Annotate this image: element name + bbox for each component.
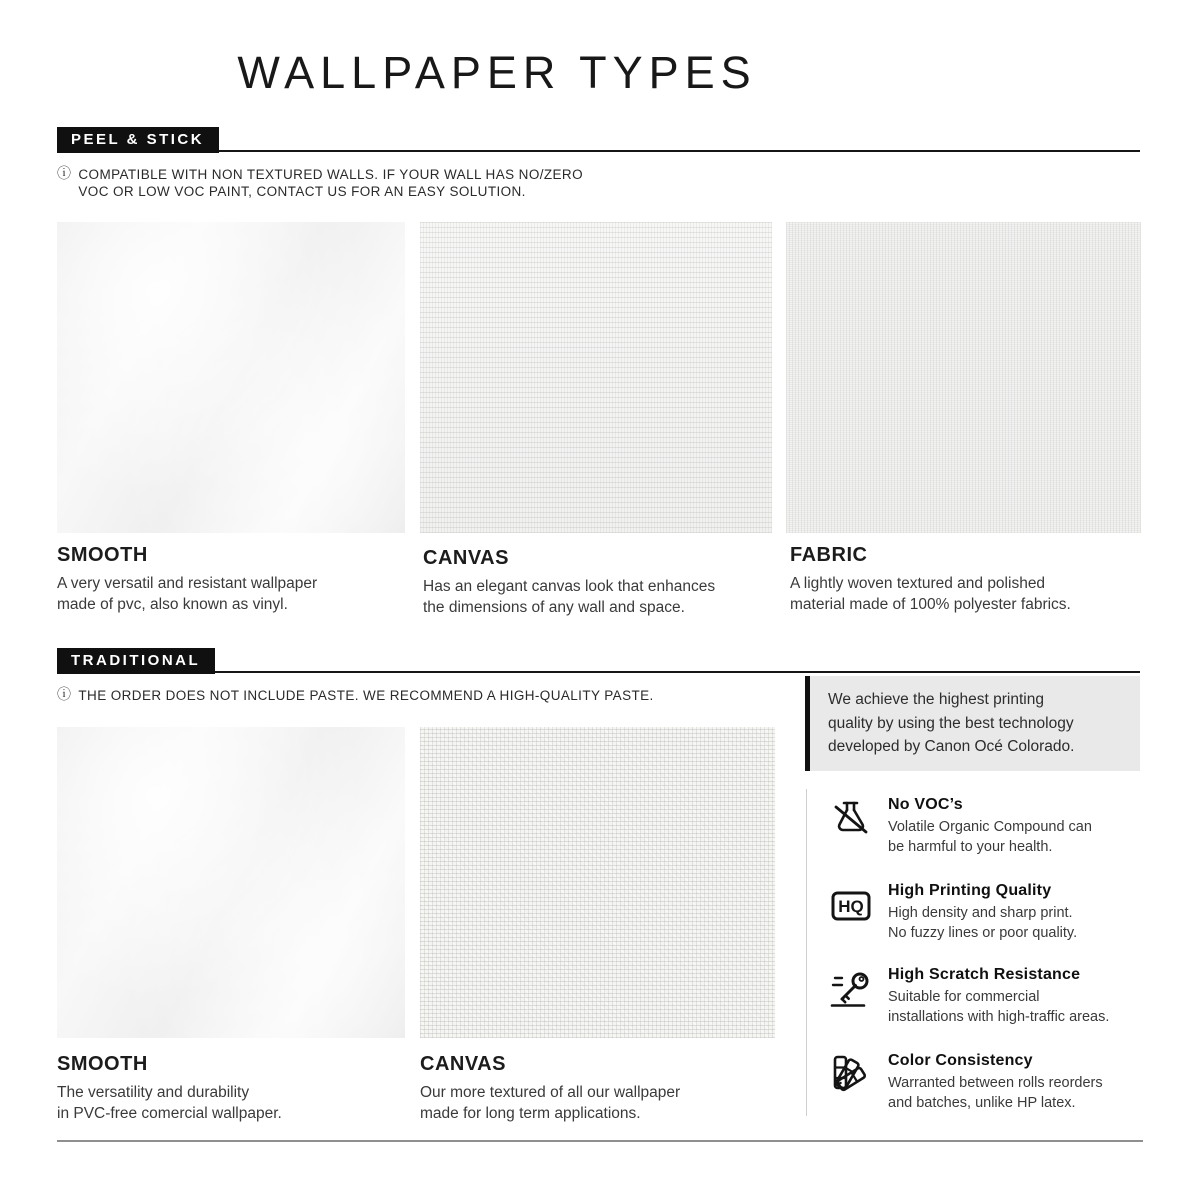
color-swatches-icon <box>828 1052 874 1098</box>
swatch-description <box>57 574 402 615</box>
feature-description <box>888 904 1150 943</box>
desc-line: Has an elegant canvas look that enhances <box>423 578 716 595</box>
desc-line: High density and sharp print. <box>888 905 1073 921</box>
desc-line: No fuzzy lines or poor quality. <box>888 924 1078 941</box>
scratch-key-icon <box>828 966 874 1012</box>
info-icon: ⓘ <box>57 687 72 703</box>
swatch-fabric-peel-stick <box>786 222 1141 533</box>
desc-line: A lightly woven textured and polished <box>790 575 1046 592</box>
traditional-note-text <box>78 687 653 704</box>
swatch-smooth-peel-stick <box>57 222 405 533</box>
caption-fabric-peel-stick <box>790 544 1140 615</box>
swatch-name: SMOOTH <box>57 1053 148 1075</box>
desc-line: Volatile Organic Compound can <box>888 819 1092 835</box>
feature-no-voc <box>888 796 1150 857</box>
page-title: WALLPAPER TYPES <box>237 47 757 98</box>
desc-line: Our more textured of all our wallpaper <box>420 1084 681 1101</box>
desc-line: material made of 100% polyester fabrics. <box>790 595 1071 613</box>
feature-description <box>888 1074 1150 1113</box>
feature-description <box>888 988 1150 1027</box>
feature-title: Color Consistency <box>888 1052 1033 1069</box>
features-divider-line <box>806 789 807 1116</box>
caption-canvas-peel-stick <box>423 547 773 618</box>
desc-line: Suitable for commercial <box>888 989 1040 1005</box>
hq-badge-icon <box>828 882 874 928</box>
feature-high-scratch-resistance <box>888 966 1150 1027</box>
desc-line: A very versatil and resistant wallpaper <box>57 575 318 592</box>
desc-line: installations with high-traffic areas. <box>888 1008 1110 1025</box>
feature-color-consistency <box>888 1052 1150 1113</box>
swatch-name: SMOOTH <box>57 544 148 566</box>
feature-description <box>888 818 1150 857</box>
callout-line: developed by Canon Océ Colorado. <box>828 738 1075 755</box>
desc-line: Warranted between rolls reorders <box>888 1075 1103 1091</box>
peel-stick-underline <box>57 150 1140 152</box>
desc-line: made of pvc, also known as vinyl. <box>57 595 288 613</box>
feature-high-printing-quality <box>888 882 1150 943</box>
swatch-description <box>423 577 773 618</box>
desc-line: and batches, unlike HP latex. <box>888 1094 1076 1111</box>
feature-title: High Scratch Resistance <box>888 966 1081 983</box>
desc-line: be harmful to your health. <box>888 838 1053 855</box>
swatch-name: FABRIC <box>790 544 868 566</box>
swatch-canvas-traditional <box>420 727 775 1038</box>
peel-stick-note <box>57 166 697 200</box>
swatch-smooth-traditional <box>57 727 405 1038</box>
swatch-name: CANVAS <box>420 1053 506 1075</box>
swatch-canvas-peel-stick <box>420 222 772 533</box>
swatch-description <box>57 1083 397 1124</box>
callout-text <box>810 676 1140 759</box>
callout-line: We achieve the highest printing <box>828 691 1044 708</box>
info-icon: ⓘ <box>57 166 72 182</box>
caption-smooth-peel-stick <box>57 544 402 615</box>
hq-badge-text: HQ <box>838 897 864 916</box>
traditional-note <box>57 687 757 704</box>
swatch-name: CANVAS <box>423 547 509 569</box>
note-line: THE ORDER DOES NOT INCLUDE PASTE. WE RECOMMEND A HIGH-QUALITY PASTE. <box>78 688 654 703</box>
feature-title: No VOC’s <box>888 796 963 813</box>
desc-line: The versatility and durability <box>57 1084 250 1101</box>
traditional-section-label: TRADITIONAL <box>57 648 215 674</box>
callout-line: quality by using the best technology <box>828 714 1074 732</box>
peel-stick-section-label: PEEL & STICK <box>57 127 219 153</box>
peel-stick-note-text <box>78 166 583 200</box>
no-voc-flask-icon <box>828 797 874 843</box>
note-line: COMPATIBLE WITH NON TEXTURED WALLS. IF YOUR WALL HAS NO/ZERO <box>78 167 583 182</box>
traditional-underline <box>57 671 1140 673</box>
swatch-description <box>420 1083 770 1124</box>
desc-line: in PVC-free comercial wallpaper. <box>57 1104 282 1122</box>
bottom-rule <box>57 1140 1143 1142</box>
note-line: VOC OR LOW VOC PAINT, CONTACT US FOR AN EASY SOLUTION. <box>78 184 526 199</box>
desc-line: the dimensions of any wall and space. <box>423 598 685 616</box>
swatch-description <box>790 574 1140 615</box>
caption-smooth-traditional <box>57 1053 397 1124</box>
caption-canvas-traditional <box>420 1053 770 1124</box>
printing-quality-callout <box>810 676 1140 771</box>
desc-line: made for long term applications. <box>420 1104 641 1122</box>
feature-title: High Printing Quality <box>888 882 1052 899</box>
